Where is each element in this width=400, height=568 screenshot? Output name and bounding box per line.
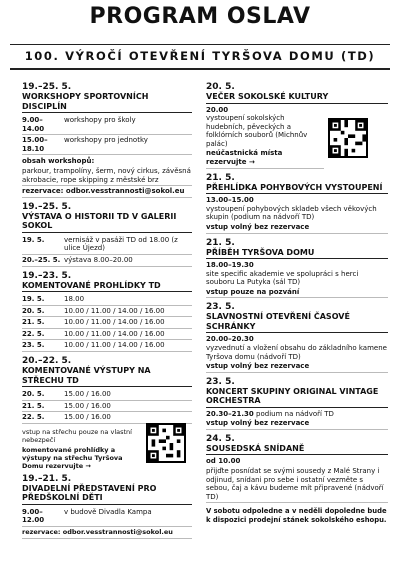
schedule-row: 9.00–12.00 v budově Divadla Kampa bbox=[22, 507, 192, 527]
section-title: WORKSHOPY SPORTOVNÍCH DISCIPLÍN bbox=[22, 92, 192, 113]
event-description: vystoupení pohybových skladeb všech věkových skupin (podium na nádvoří TD) bbox=[206, 204, 377, 222]
schedule-row: 20. 5. 10.00 / 11.00 / 14.00 / 16.00 bbox=[22, 306, 192, 318]
section-title: PŘEHLÍDKA POHYBOVÝCH VYSTOUPENÍ bbox=[206, 183, 388, 195]
title-rule bbox=[10, 44, 390, 45]
subtitle-rule bbox=[10, 68, 390, 70]
section-date: 21. 5. bbox=[206, 172, 235, 183]
reservation-contact[interactable]: rezervace: odbor.vesstrannosti@sokol.eu bbox=[22, 186, 192, 198]
section-exhibition bbox=[22, 202, 192, 267]
section-guided-tours bbox=[22, 271, 192, 352]
section-date: 23. 5. bbox=[206, 302, 235, 313]
workshop-content-label: obsah workshopů: bbox=[22, 157, 95, 166]
qr-code-left[interactable] bbox=[146, 423, 186, 463]
event-time: 13.00–15.00 bbox=[206, 196, 254, 205]
schedule-row: 20. 5. 15.00 / 16.00 bbox=[22, 389, 192, 401]
event-time-row bbox=[206, 410, 388, 419]
section-date: 19.–21. 5. bbox=[22, 473, 72, 484]
section-title: VEČER SOKOLSKÉ KULTURY bbox=[206, 92, 388, 104]
section-culture-evening bbox=[206, 82, 388, 169]
section-concert bbox=[206, 377, 388, 430]
event-description: vystoupení sokolských hudebních, pěveckých a folklórních souborů (Michnův palác) bbox=[206, 114, 308, 148]
section-date: 20.–22. 5. bbox=[22, 356, 72, 366]
entry-note: vstup volný bez rezervace bbox=[206, 222, 388, 234]
section-story bbox=[206, 238, 388, 299]
section-title: SLAVNOSTNÍ OTEVŘENÍ ČASOVÉ SCHRÁNKY bbox=[206, 312, 388, 333]
schedule-row: 19. 5. 18.00 bbox=[22, 294, 192, 306]
qr-code-icon bbox=[148, 425, 184, 461]
section-date: 24. 5. bbox=[206, 433, 235, 444]
section-theatre bbox=[22, 474, 192, 539]
page-subtitle: 100. VÝROČÍ OTEVŘENÍ TYRŠOVA DOMU (TD) bbox=[24, 49, 376, 63]
event-time: 20.30–21.30 bbox=[206, 409, 254, 418]
page-title: PROGRAM OSLAV bbox=[89, 4, 311, 29]
section-workshops bbox=[22, 82, 192, 198]
section-time-capsule bbox=[206, 302, 388, 372]
schedule-row: 20.–25. 5. výstava 8.00–20.00 bbox=[22, 255, 192, 267]
section-date: 23. 5. bbox=[206, 376, 235, 387]
section-title: SOUSEDSKÁ SNÍDANĚ bbox=[206, 444, 388, 456]
right-column bbox=[206, 82, 388, 524]
section-date: 20. 5. bbox=[206, 82, 235, 92]
schedule-row: 23. 5. 10.00 / 11.00 / 14.00 / 16.00 bbox=[22, 340, 192, 352]
section-date: 19.–25. 5. bbox=[22, 82, 72, 92]
event-description: přijďte posnídat se svými sousedy z Malé Strany i odjinud, snídani pro sebe i ostatní vezměte s sebou, čaj a kávu budeme mít připravené (nádvoří TD) bbox=[206, 466, 388, 503]
schedule-row: 19. 5. vernisáž v pasáži TD od 18.00 (z ulice Újezd) bbox=[22, 235, 192, 255]
schedule-row: 21. 5. 10.00 / 11.00 / 14.00 / 16.00 bbox=[22, 317, 192, 329]
event-description: vyzvednutí a vložení obsahu do základního kamene Tyršova domu (nádvoří TD) bbox=[206, 344, 387, 361]
tour-reservation-note: komentované prohlídky a výstupy na střechu Tyršova Domu rezervujte → bbox=[22, 445, 123, 470]
left-column bbox=[22, 82, 192, 543]
roof-warning-note: vstup na střechu pouze na vlastní nebezpečí bbox=[22, 427, 132, 444]
schedule-row: 15.00–18.10 workshopy pro jednotky bbox=[22, 135, 192, 155]
section-breakfast bbox=[206, 434, 388, 503]
event-time: od 10.00 bbox=[206, 457, 241, 466]
workshop-content-text: parkour, trampolíny, šerm, nový cirkus, závěsná akrobacie, rope skipping z městské brz bbox=[22, 166, 192, 186]
event-time: 20.00 bbox=[206, 105, 229, 114]
event-description: site specific akademie ve spolupráci s herci souboru La Putyka (sál TD) bbox=[206, 269, 359, 287]
section-title: PŘÍBĚH TYRŠOVA DOMU bbox=[206, 248, 388, 260]
entry-note: vstup volný bez rezervace bbox=[206, 361, 388, 373]
entry-note: vstup pouze na pozvání bbox=[206, 287, 388, 299]
schedule-row: 21. 5. 15.00 / 16.00 bbox=[22, 401, 192, 413]
schedule-row: 22. 5. 15.00 / 16.00 bbox=[22, 412, 192, 424]
seat-reservation-note: neúčastnická místa rezervujte → bbox=[206, 148, 324, 168]
section-title: KONCERT SKUPINY ORIGINAL VINTAGE ORCHESTRA bbox=[206, 387, 388, 408]
schedule-row: 22. 5. 10.00 / 11.00 / 14.00 / 16.00 bbox=[22, 329, 192, 341]
event-time: 18.00–19.30 bbox=[206, 261, 254, 270]
event-place: podium na nádvoří TD bbox=[256, 409, 334, 418]
section-title: VÝSTAVA O HISTORII TD V GALERII SOKOL bbox=[22, 212, 192, 233]
section-title: KOMENTOVANÉ VÝSTUPY NA STŘECHU TD bbox=[22, 366, 192, 387]
section-date: 21. 5. bbox=[206, 237, 235, 248]
section-date: 19.–25. 5. bbox=[22, 201, 72, 212]
reservation-contact[interactable]: rezervace: odbor.vesstrannosti@sokol.eu bbox=[22, 527, 192, 539]
event-time: 20.00–20.30 bbox=[206, 335, 254, 344]
footer-note: V sobotu odpoledne a v neděli dopoledne bude k dispozici prodejní stánek sokolského eshopu. bbox=[206, 507, 387, 524]
schedule-row: 9.00–14.00 workshopy pro školy bbox=[22, 115, 192, 135]
section-movement-show bbox=[206, 173, 388, 234]
section-title: DIVADELNÍ PŘEDSTAVENÍ PRO PŘEDŠKOLNÍ DĚTI bbox=[22, 484, 192, 505]
section-title: KOMENTOVANÉ PROHLÍDKY TD bbox=[22, 281, 192, 293]
section-date: 19.–23. 5. bbox=[22, 270, 72, 281]
entry-note: vstup volný bez rezervace bbox=[206, 418, 388, 430]
